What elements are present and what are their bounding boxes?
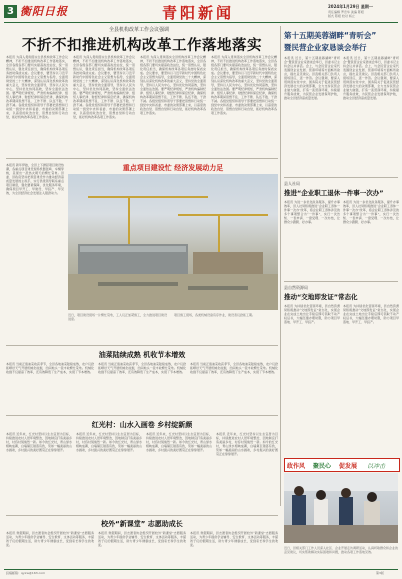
- bottom-photo-caption: 近日，县相关部门工作人员深入社区、企业开展走访调研活动，认真听取群众和企业的意见建议，切实帮助解决实际困难和问题，推动各项工作落地见效。: [284, 546, 398, 554]
- right-top-headline-1: 第十五期美蓉湖畔“青听会”: [284, 31, 377, 40]
- left-sidebar-body: 本报讯 新年伊始，全县上下掀起项目建设热潮，各重点项目建设现场机器轰鸣、车辆穿梭，呈现出一派热火朝天的繁忙景象。县委、县政府坚持把项目建设作为推动经济高质量发展的主抓手，实行县级领导联系重点项目制度，强化要素保障，优化服务环境，确保项目早开工、早建设、早投产、早见效，为全县经济社会发展注入强劲动力。: [6, 163, 64, 195]
- section-title: 青阳新闻: [162, 4, 235, 22]
- masthead-date: 2024年1月29日 星期一: [328, 4, 373, 9]
- footer-left: 投稿邮箱：qyxw@163.com: [6, 571, 45, 575]
- center-headline: 重点项目建设忙 经济发展动力足: [122, 164, 224, 172]
- school-body-col1: 本报讯 寒假期间，县志愿者协会组织开展校外“新课堂”志愿服务活动，为青少年提供学业辅导、安全教育、文体活动等服务，丰富孩子们的假期生活，助力青少年健康成长，受到家长和学生的欢迎。: [6, 531, 94, 547]
- lead-body-col3: 本报讯 为深入贯彻落实全县机构改革工作会议精神，不折不扣推进机构改革工作落地落实，全县各级各部门要切实提高政治站位，统一思想认识，强化责任担当，确保机构改革各项任务按时保质完成。会议要求，要坚持以习近平新时代中国特色社会主义思想为指导，全面贯彻党的二十大精神，深刻认识深化机构改革的重大意义，坚持党的全面领导，坚持以人民为中心，坚持优化协同高效，坚持全面依法治国。要严明纪律规矩，严肃机构编制纪律、组织人事纪律、财经纪律和保密纪律，确保机构改革期间思想不乱、工作不断、队伍不散、干劲不减。各级党组织和领导干部要把思想和行动统一到党中央和省委、市委的决策部署上来，以高度的政治自觉、思想自觉和行动自觉，抓好机构改革各项工作落实。: [140, 55, 206, 115]
- footer-rule: [4, 569, 398, 570]
- lead-kicker: 全县机构改革工作会议强调: [108, 27, 169, 33]
- village-body-col4: 本报讯 近年来，红光村坚持以生态宜居为目标，持续推进农村人居环境整治，因地制宜打造美丽乡村，村容村貌焕然一新。如今的红光村，青山绿水相映成趣，白墙黛瓦错落有致，宛如一幅美丽的山水画卷，乡村振兴的美好图景正在徐徐展开。: [216, 432, 278, 456]
- school-body-col2: 本报讯 寒假期间，县志愿者协会组织开展校外“新课堂”志愿服务活动，为青少年提供学业辅导、安全教育、文体活动等服务，丰富孩子们的假期生活，助力青少年健康成长，受到家长和学生的欢迎。: [98, 531, 186, 547]
- center-caption-2: 项目施工现场，各类机械设备有序作业，建设者们抢抓工期。: [174, 313, 256, 317]
- right-top-headline-2: 暨民营企业家恳谈会举行: [284, 43, 367, 52]
- right-top-body-col2: 本报讯 近日，第十五期美蓉湖畔“青听会”暨民营企业家恳谈会举行，县委书记主持会议并讲话。会上，与会民营企业家代表围绕企业发展、营商环境等方面畅所欲言，提出意见建议。县直相关部门负责人现场回应，逐一作答。会议强调，要深入贯彻落实党中央、国务院关于促进民营经济发展壮大的决策部署，全力支持民营企业做大做强，打造一流营商环境，持续提升服务质效，为民营企业发展保驾护航，推动全县经济高质量发展。: [343, 56, 399, 100]
- masthead-divider: [4, 22, 398, 23]
- construction-photo: [68, 174, 278, 310]
- masthead: [0, 0, 402, 22]
- village-body-col1: 本报讯 近年来，红光村坚持以生态宜居为目标，持续推进农村人居环境整治，因地制宜打造美丽乡村，村容村貌焕然一新。如今的红光村，青山绿水相映成趣，白墙黛瓦错落有致，宛如一幅美丽的山水画卷，乡村振兴的美好图景正在徐徐展开。: [6, 432, 72, 452]
- right-mid-bottom-rule: [284, 281, 398, 282]
- banner-text-1: 政作风: [287, 463, 306, 470]
- agriculture-headline: 油菜陆续成熟 机收节本增效: [98, 351, 186, 359]
- page-number-badge: 3: [4, 5, 17, 18]
- right-top-body-col1: 本报讯 近日，第十五期美蓉湖畔“青听会”暨民营企业家恳谈会举行，县委书记主持会议并讲话。会上，与会民营企业家代表围绕企业发展、营商环境等方面畅所欲言，提出意见建议。县直相关部门负责人现场回应，逐一作答。会议强调，要深入贯彻落实党中央、国务院关于促进民营经济发展壮大的决策部署，全力支持民营企业做大做强，打造一流营商环境，持续提升服务质效，为民营企业发展保驾护航，推动全县经济高质量发展。: [284, 56, 340, 100]
- agriculture-body-col2: 本报讯 当前正值油菜收获季节，全县各地油菜陆续成熟，农户们抢抓晴好天气开展机械化收割，田间地头一派丰收繁忙景象。机械化收割不仅提高了效率，还有效降低了生产成本，实现了节本增效。: [98, 362, 186, 374]
- banner-text-3: 促发展: [339, 463, 358, 470]
- center-bottom-rule: [6, 345, 278, 346]
- lead-bottom-rule: [6, 158, 278, 159]
- right-mid-headline: 推进“企业职工退休一件事一次办”: [284, 189, 384, 197]
- banner-text-2: 聚民心: [313, 463, 332, 470]
- paper-name-logo: 衡阳日报: [20, 5, 68, 18]
- right-low-body-col2: 本报讯 为持续优化营商环境，县自然资源局积极推动“交地即发证”常态化，实现企业在完成土地出让手续后即可领取不动产权证书，大幅压缩办理时限，助力项目早落地、早开工、早投产。: [343, 304, 399, 324]
- center-caption-1: 近日，项目建设现场一片繁忙景象，工人们正加紧施工，全力推进项目建设进度。: [68, 313, 168, 321]
- masthead-line2: 责任编辑 罗忠华 美编 陈昭: [328, 10, 364, 14]
- lead-body-col4: 本报讯 为深入贯彻落实全县机构改革工作会议精神，不折不扣推进机构改革工作落地落实，全县各级各部门要切实提高政治站位，统一思想认识，强化责任担当，确保机构改革各项任务按时保质完成。会议要求，要坚持以习近平新时代中国特色社会主义思想为指导，全面贯彻党的二十大精神，深刻认识深化机构改革的重大意义，坚持党的全面领导，坚持以人民为中心，坚持优化协同高效，坚持全面依法治国。要严明纪律规矩，严肃机构编制纪律、组织人事纪律、财经纪律和保密纪律，确保机构改革期间思想不乱、工作不断、队伍不散、干劲不减。各级党组织和领导干部要把思想和行动统一到党中央和省委、市委的决策部署上来，以高度的政治自觉、思想自觉和行动自觉，抓好机构改革各项工作落实。: [211, 55, 277, 115]
- office-photo: [284, 473, 398, 543]
- right-top-bottom-rule: [284, 177, 398, 178]
- village-body-col2: 本报讯 近年来，红光村坚持以生态宜居为目标，持续推进农村人居环境整治，因地制宜打造美丽乡村，村容村貌焕然一新。如今的红光村，青山绿水相映成趣，白墙黛瓦错落有致，宛如一幅美丽的山水画卷，乡村振兴的美好图景正在徐徐展开。: [76, 432, 142, 452]
- village-bottom-rule: [6, 515, 278, 516]
- right-low-body-col1: 本报讯 为持续优化营商环境，县自然资源局积极推动“交地即发证”常态化，实现企业在完成土地出让手续后即可领取不动产权证书，大幅压缩办理时限，助力项目早落地、早开工、早投产。: [284, 304, 340, 324]
- agriculture-body-col1: 本报讯 当前正值油菜收获季节，全县各地油菜陆续成熟，农户们抢抓晴好天气开展机械化收割，田间地头一派丰收繁忙景象。机械化收割不仅提高了效率，还有效降低了生产成本，实现了节本增效。: [6, 362, 94, 374]
- office-scene: [284, 473, 398, 543]
- banner-text-4: 以冲击: [367, 463, 386, 470]
- lead-body-col1: 本报讯 为深入贯彻落实全县机构改革工作会议精神，不折不扣推进机构改革工作落地落实，全县各级各部门要切实提高政治站位，统一思想认识，强化责任担当，确保机构改革各项任务按时保质完成。会议要求，要坚持以习近平新时代中国特色社会主义思想为指导，全面贯彻党的二十大精神，深刻认识深化机构改革的重大意义，坚持党的全面领导，坚持以人民为中心，坚持优化协同高效，坚持全面依法治国。要严明纪律规矩，严肃机构编制纪律、组织人事纪律、财经纪律和保密纪律，确保机构改革期间思想不乱、工作不断、队伍不散、干劲不减。各级党组织和领导干部要把思想和行动统一到党中央和省委、市委的决策部署上来，以高度的政治自觉、思想自觉和行动自觉，抓好机构改革各项工作落实。: [6, 55, 68, 119]
- construction-scene: [68, 174, 278, 310]
- right-mid-body-col2: 本报讯 为进一步优化政务服务，提升办事效率，县人社局积极推进“企业职工退休一件事一次办”改革，将企业职工退休涉及的多个事项整合为“一件事”，实行一次告知、一表申请、一窗受理、一次办结，让群众少跑腿、好办事。: [343, 200, 399, 224]
- lead-headline: 不折不扣推进机构改革工作落地落实: [22, 38, 262, 54]
- village-body-col3: 本报讯 近年来，红光村坚持以生态宜居为目标，持续推进农村人居环境整治，因地制宜打造美丽乡村，村容村貌焕然一新。如今的红光村，青山绿水相映成趣，白墙黛瓦错落有致，宛如一幅美丽的山水画卷，乡村振兴的美好图景正在徐徐展开。: [146, 432, 212, 452]
- right-low-kicker: 县自然资源局: [284, 285, 308, 290]
- right-low-headline: 推动“交地即发证”常态化: [284, 293, 358, 301]
- school-body-col3: 本报讯 寒假期间，县志愿者协会组织开展校外“新课堂”志愿服务活动，为青少年提供学业辅导、安全教育、文体活动等服务，丰富孩子们的假期生活，助力青少年健康成长，受到家长和学生的欢迎。: [190, 531, 278, 547]
- agriculture-bottom-rule: [6, 415, 278, 416]
- masthead-line3: 版式 陈昭 校对 杨立: [328, 14, 355, 18]
- column-divider: [280, 26, 281, 506]
- school-headline: 校外“新课堂” 志愿助成长: [101, 520, 183, 528]
- agriculture-body-col3: 本报讯 当前正值油菜收获季节，全县各地油菜陆续成熟，农户们抢抓晴好天气开展机械化收割，田间地头一派丰收繁忙景象。机械化收割不仅提高了效率，还有效降低了生产成本，实现了节本增效。: [190, 362, 278, 374]
- right-mid-body-col1: 本报讯 为进一步优化政务服务，提升办事效率，县人社局积极推进“企业职工退休一件事一次办”改革，将企业职工退休涉及的多个事项整合为“一件事”，实行一次告知、一表申请、一窗受理、一次办结，让群众少跑腿、好办事。: [284, 200, 340, 224]
- slogan-banner: [284, 458, 400, 472]
- footer-right: 第3版: [376, 571, 384, 575]
- lead-body-col2: 本报讯 为深入贯彻落实全县机构改革工作会议精神，不折不扣推进机构改革工作落地落实，全县各级各部门要切实提高政治站位，统一思想认识，强化责任担当，确保机构改革各项任务按时保质完成。会议要求，要坚持以习近平新时代中国特色社会主义思想为指导，全面贯彻党的二十大精神，深刻认识深化机构改革的重大意义，坚持党的全面领导，坚持以人民为中心，坚持优化协同高效，坚持全面依法治国。要严明纪律规矩，严肃机构编制纪律、组织人事纪律、财经纪律和保密纪律，确保机构改革期间思想不乱、工作不断、队伍不散、干劲不减。各级党组织和领导干部要把思想和行动统一到党中央和省委、市委的决策部署上来，以高度的政治自觉、思想自觉和行动自觉，抓好机构改革各项工作落实。: [73, 55, 135, 119]
- village-headline: 红光村：山水入画卷 乡村绽新颜: [91, 421, 193, 429]
- right-mid-kicker: 县人社局: [284, 181, 300, 186]
